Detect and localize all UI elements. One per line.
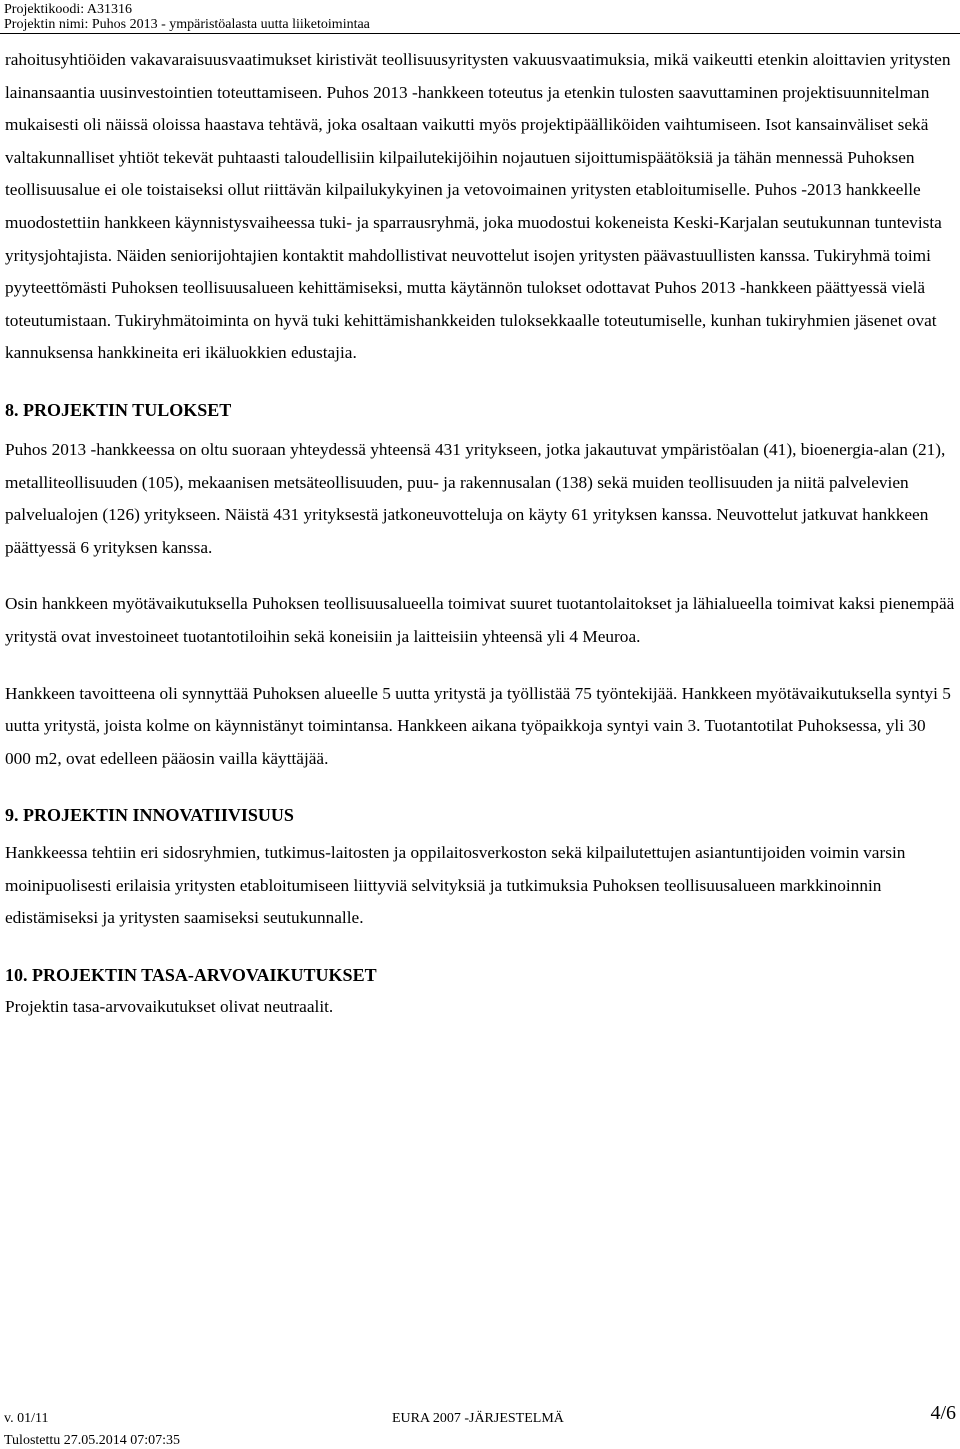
footer-version: v. 01/11 bbox=[4, 1411, 49, 1426]
section-9-heading: 9. PROJEKTIN INNOVATIIVISUUS bbox=[5, 805, 294, 826]
page-header bbox=[4, 2, 370, 32]
project-code: Projektikoodi: A31316 bbox=[4, 2, 132, 17]
section-8-paragraph-1: Puhos 2013 -hankkeessa on oltu suoraan yhteydessä yhteensä 431 yritykseen, jotka jakautuvat ympäristöalan (41), bioenergia-alan (21), metalliteollisuuden (105), mekaanisen metsäteollisuuden, puu- ja rakennusalan (138) sekä muiden teollisuuden ja niitä palvelevien palvelualojen (126) yritykseen. Näistä 431 yrityksestä jatkoneuvotteluja on käyty 61 yrityksen kanssa. Neuvottelut jatkuvat hankkeen päättyessä 6 yrityksen kanssa. bbox=[5, 439, 946, 557]
header-divider bbox=[0, 33, 960, 34]
section-9-paragraph-1: Hankkeessa tehtiin eri sidosryhmien, tutkimus-laitosten ja oppilaitosverkoston sekä kilpailutettujen asiantuntijoiden voimin varsin moinipuolisesti erilaisia yritysten etabloitumiseen liittyviä selvityksiä ja tutkimuksia Puhoksen teollisuusalueen markkinoinnin edistämiseksi ja yritysten saamiseksi seutukunnalle. bbox=[5, 843, 906, 928]
footer-page-number: 4/6 bbox=[930, 1402, 956, 1424]
intro-paragraph: rahoitusyhtiöiden vakavaraisuusvaatimukset kiristivät teollisuusyritysten vakuusvaatimuksia, mikä vaikeutti etenkin aloittavien yritysten lainansaantia uusinvestointien toteuttamiseen. Puhos 2013 -hankkeen toteutus ja etenkin tulosten saavuttaminen projektisuunnitelman mukaisesti oli näissä oloissa haastava tehtävä, joka osaltaan vaikutti myös projektipäälliköiden vaihtumiseen. Isot kansainväliset sekä valtakunnalliset yhtiöt tekevät puhtaasti taloudellisiin kilpailutekijöihin nojautuen sijoittumispäätöksiä ja tähän mennessä Puhoksen teollisuusalue ei ole toistaiseksi ollut riittävän kilpailukykyinen ja vetovoimainen yritysten etabloitumiselle. Puhos -2013 hankkeelle muodostettiin hankkeen käynnistysvaiheessa tuki- ja sparrausryhmä, joka muodostui kokeneista Keski-Karjalan seutukunnan tuntevista yritysjohtajista. Näiden seniorijohtajien kontaktit mahdollistivat neuvottelut isojen yritysten päävastuullisten kanssa. Tukiryhmä toimi pyyteettömästi Puhoksen teollisuusalueen kehittämiseksi, mutta käytännön tulokset odottavat Puhos 2013 -hankkeen päättyessä vielä toteutumistaan. Tukiryhmätoiminta on hyvä tuki kehittämishankkeiden tuloksekkaalle toteutumiselle, kunhan tukiryhmien jäsenet ovat kannuksensa hankkineita eri ikäluokkien edustajia. bbox=[5, 50, 951, 363]
section-8-paragraph-2: Osin hankkeen myötävaikutuksella Puhoksen teollisuusalueella toimivat suuret tuotantolaitokset ja lähialueella toimivat kaksi pienempää yritystä ovat investoineet tuotantotiloihin sekä koneisiin ja laitteisiin yhteensä yli 4 Meuroa. bbox=[5, 594, 955, 646]
section-10-heading: 10. PROJEKTIN TASA-ARVOVAIKUTUKSET bbox=[5, 965, 377, 986]
section-10-paragraph-1: Projektin tasa-arvovaikutukset olivat neutraalit. bbox=[5, 997, 334, 1017]
footer-system: EURA 2007 -JÄRJESTELMÄ bbox=[392, 1411, 564, 1426]
section-8-paragraph-3: Hankkeen tavoitteena oli synnyttää Puhoksen alueelle 5 uutta yritystä ja työllistää 75 työntekijää. Hankkeen myötävaikutuksella syntyi 5 uutta yritystä, joista kolme on käynnistänyt toimintansa. Hankkeen aikana työpaikkoja syntyi vain 3. Tuotantotilat Puhoksessa, yli 30 000 m2, ovat edelleen pääosin vailla käyttäjää. bbox=[5, 683, 951, 768]
document-body bbox=[5, 44, 955, 1024]
footer-printed-timestamp: Tulostettu 27.05.2014 07:07:35 bbox=[4, 1433, 181, 1448]
section-8-heading: 8. PROJEKTIN TULOKSET bbox=[5, 399, 232, 420]
project-name: Projektin nimi: Puhos 2013 - ympäristöalasta uutta liiketoimintaa bbox=[4, 17, 370, 32]
